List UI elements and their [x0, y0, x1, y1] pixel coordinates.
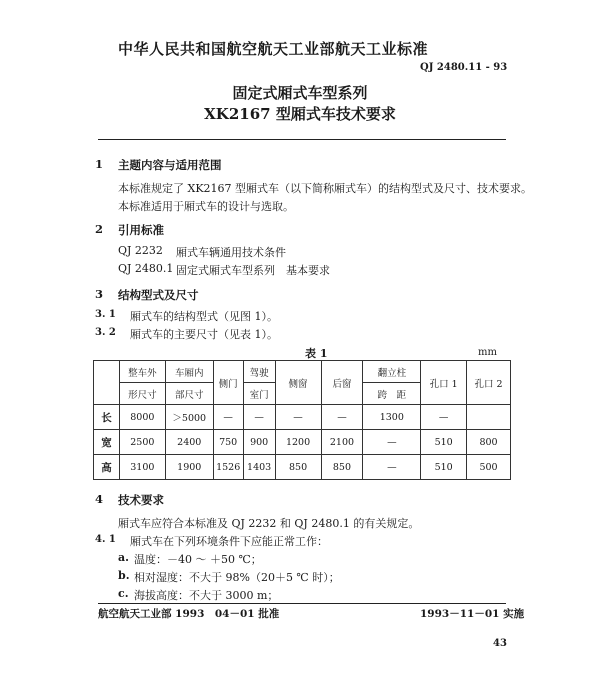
table-cell: 850	[321, 455, 363, 480]
table-header-cell: 侧窗	[275, 361, 321, 405]
table-cell: 2500	[119, 430, 165, 455]
table-row	[94, 455, 511, 480]
table-cell: 800	[467, 430, 511, 455]
table-cell: ＞5000	[165, 405, 213, 430]
section-2-number: 2	[95, 222, 104, 236]
table-row	[94, 405, 511, 430]
section-4-title: 技术要求	[118, 493, 164, 507]
standard-number: QJ 2480.11 - 93	[420, 62, 508, 73]
table-cell: 1900	[165, 455, 213, 480]
table-row-label: 宽	[94, 430, 120, 455]
table-cell: —	[363, 430, 421, 455]
reference-2-code: QJ 2480.1	[118, 262, 174, 275]
table-cell: 750	[213, 430, 243, 455]
table-header-cell: 翻立柱	[363, 361, 421, 383]
table-header-cell: 驾驶	[243, 361, 275, 383]
item-a-text: 温度：－40 ～ ＋50 ℃；	[134, 553, 262, 566]
table-cell: 900	[243, 430, 275, 455]
page-number: 43	[493, 638, 507, 649]
table-header-cell: 室门	[243, 383, 275, 405]
approval-info: 航空航天工业部 1993 04－01 批准	[98, 608, 280, 620]
table-cell: 850	[275, 455, 321, 480]
section-1-number: 1	[95, 157, 104, 171]
table-row	[94, 430, 511, 455]
table-header-cell: 部尺寸	[165, 383, 213, 405]
section-1-title: 主题内容与适用范围	[118, 158, 222, 172]
section-4-number: 4	[95, 492, 104, 506]
section-1-paragraph-2: 本标准适用于厢式车的设计与选取。	[118, 200, 294, 213]
table-cell: 1300	[363, 405, 421, 430]
table-header-cell: 孔口 2	[467, 361, 511, 405]
reference-2-title: 固定式厢式车型系列 基本要求	[176, 264, 330, 277]
table-unit: mm	[478, 347, 497, 358]
document-title-line1: 固定式厢式车型系列	[232, 84, 368, 102]
table-cell: 1403	[243, 455, 275, 480]
clause-3-2-number: 3. 2	[95, 327, 116, 338]
effective-date: 1993－11－01 实施	[420, 608, 525, 620]
table-header-row-1	[94, 361, 511, 383]
section-2-title: 引用标准	[118, 223, 164, 237]
item-a-label: a.	[118, 551, 129, 564]
table-cell: 1200	[275, 430, 321, 455]
table-row-label: 高	[94, 455, 120, 480]
table-cell: 8000	[119, 405, 165, 430]
header-divider	[98, 139, 506, 140]
clause-3-1-number: 3. 1	[95, 309, 116, 320]
section-1-paragraph-1: 本标准规定了 XK2167 型厢式车（以下简称厢式车）的结构型式及尺寸、技术要求。	[118, 182, 533, 195]
item-b-label: b.	[118, 569, 130, 582]
table-header-cell: 后窗	[321, 361, 363, 405]
table-cell: 2100	[321, 430, 363, 455]
clause-3-2-text: 厢式车的主要尺寸（见表 1）。	[130, 328, 278, 341]
table-cell	[467, 405, 511, 430]
section-3-title: 结构型式及尺寸	[118, 288, 199, 302]
dimensions-table	[93, 360, 511, 480]
section-3-number: 3	[95, 287, 104, 301]
clause-4-1-text: 厢式车在下列环境条件下应能正常工作：	[130, 535, 328, 548]
table-header-cell: 形尺寸	[119, 383, 165, 405]
item-c-label: c.	[118, 587, 129, 600]
table-header-cell: 车厢内	[165, 361, 213, 383]
table-cell: 2400	[165, 430, 213, 455]
item-c-text: 海拔高度：不大于 3000 m；	[134, 589, 279, 602]
footer-divider	[98, 603, 506, 604]
table-cell: —	[213, 405, 243, 430]
table-cell: 3100	[119, 455, 165, 480]
issuing-organization: 中华人民共和国航空航天工业部航天工业标准	[118, 40, 429, 58]
table-cell: 500	[467, 455, 511, 480]
table-header-cell: 孔口 1	[421, 361, 467, 405]
table-cell: 510	[421, 455, 467, 480]
table-cell: —	[421, 405, 467, 430]
table-row-label: 长	[94, 405, 120, 430]
table-cell: 510	[421, 430, 467, 455]
table-header-cell: 跨 距	[363, 383, 421, 405]
table-cell: —	[243, 405, 275, 430]
clause-3-1-text: 厢式车的结构型式（见图 1）。	[130, 310, 278, 323]
table-header-cell: 侧门	[213, 361, 243, 405]
clause-4-1-number: 4. 1	[95, 534, 116, 545]
section-4-paragraph: 厢式车应符合本标准及 QJ 2232 和 QJ 2480.1 的有关规定。	[118, 517, 420, 530]
reference-1-title: 厢式车辆通用技术条件	[176, 246, 286, 259]
document-title-line2: XK2167 型厢式车技术要求	[204, 105, 396, 123]
table-label: 表 1	[305, 347, 328, 360]
table-cell: —	[321, 405, 363, 430]
table-header-cell: 整车外	[119, 361, 165, 383]
table-cell: —	[275, 405, 321, 430]
reference-1-code: QJ 2232	[118, 244, 163, 257]
table-corner-cell	[94, 361, 120, 405]
item-b-text: 相对湿度：不大于 98%（20＋5 ℃ 时）；	[134, 571, 340, 584]
table-cell: —	[363, 455, 421, 480]
table-cell: 1526	[213, 455, 243, 480]
